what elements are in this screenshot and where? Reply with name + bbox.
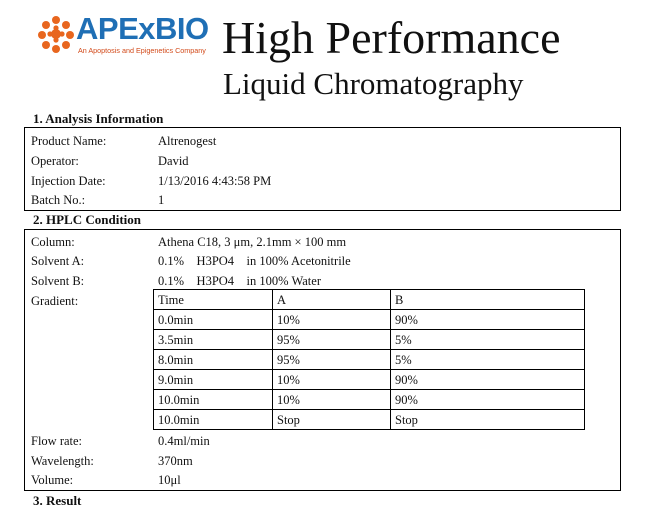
- operator-label: Operator:: [31, 154, 79, 168]
- product-name-value: Altrenogest: [158, 134, 217, 148]
- gradient-table: [153, 289, 585, 430]
- table-row: [154, 370, 585, 390]
- gradient-cell-a: 10%: [273, 370, 391, 390]
- gradient-cell-a: 95%: [273, 350, 391, 370]
- table-row: [154, 410, 585, 430]
- operator-value: David: [158, 154, 189, 168]
- table-row: [154, 330, 585, 350]
- column-value: Athena C18, 3 μm, 2.1mm × 100 mm: [158, 235, 347, 249]
- batch-no-value: 1: [158, 193, 165, 207]
- volume-label: Volume:: [31, 473, 74, 487]
- gradient-header-b: B: [391, 290, 585, 310]
- gradient-label: Gradient:: [31, 294, 79, 308]
- gradient-cell-time: 9.0min: [154, 370, 273, 390]
- gradient-cell-a: 10%: [273, 390, 391, 410]
- injection-date-label: Injection Date:: [31, 174, 106, 188]
- table-row: [154, 390, 585, 410]
- apexbio-logo: [36, 12, 216, 58]
- gradient-header-a: A: [273, 290, 391, 310]
- flow-rate-value: 0.4ml/min: [158, 434, 210, 448]
- section-hplc-heading: 2. HPLC Condition: [33, 212, 141, 227]
- gradient-cell-time: 3.5min: [154, 330, 273, 350]
- page-title-line2: Liquid Chromatography: [223, 66, 524, 101]
- solvent-a-value: 0.1% H3PO4 in 100% Acetonitrile: [158, 254, 351, 268]
- gradient-cell-b: Stop: [391, 410, 585, 430]
- page-title-line1: High Performance: [222, 12, 561, 63]
- injection-date-value: 1/13/2016 4:43:58 PM: [158, 174, 272, 188]
- section-result-heading: 3. Result: [33, 493, 82, 508]
- volume-value: 10μl: [158, 473, 181, 487]
- gradient-cell-a: 95%: [273, 330, 391, 350]
- gradient-table-header-row: [154, 290, 585, 310]
- gradient-cell-time: 0.0min: [154, 310, 273, 330]
- logo-wordmark-text: APExBIO: [76, 11, 209, 46]
- wavelength-value: 370nm: [158, 454, 193, 468]
- gradient-cell-a: 10%: [273, 310, 391, 330]
- logo-wordmark: [76, 10, 209, 48]
- logo-molecule-icon: [36, 14, 76, 54]
- gradient-cell-time: 8.0min: [154, 350, 273, 370]
- gradient-cell-b: 90%: [391, 370, 585, 390]
- gradient-cell-time: 10.0min: [154, 410, 273, 430]
- gradient-cell-b: 5%: [391, 350, 585, 370]
- gradient-cell-a: Stop: [273, 410, 391, 430]
- gradient-cell-b: 90%: [391, 310, 585, 330]
- solvent-b-value: 0.1% H3PO4 in 100% Water: [158, 274, 321, 288]
- batch-no-label: Batch No.:: [31, 193, 86, 207]
- logo-tagline: An Apoptosis and Epigenetics Company: [78, 46, 206, 55]
- solvent-a-label: Solvent A:: [31, 254, 85, 268]
- gradient-cell-time: 10.0min: [154, 390, 273, 410]
- column-label: Column:: [31, 235, 75, 249]
- gradient-header-time: Time: [154, 290, 273, 310]
- flow-rate-label: Flow rate:: [31, 434, 83, 448]
- analysis-info-box: [24, 127, 621, 211]
- gradient-cell-b: 5%: [391, 330, 585, 350]
- wavelength-label: Wavelength:: [31, 454, 94, 468]
- product-name-label: Product Name:: [31, 134, 107, 148]
- solvent-b-label: Solvent B:: [31, 274, 85, 288]
- table-row: [154, 350, 585, 370]
- table-row: [154, 310, 585, 330]
- gradient-cell-b: 90%: [391, 390, 585, 410]
- section-analysis-heading: 1. Analysis Information: [33, 111, 164, 126]
